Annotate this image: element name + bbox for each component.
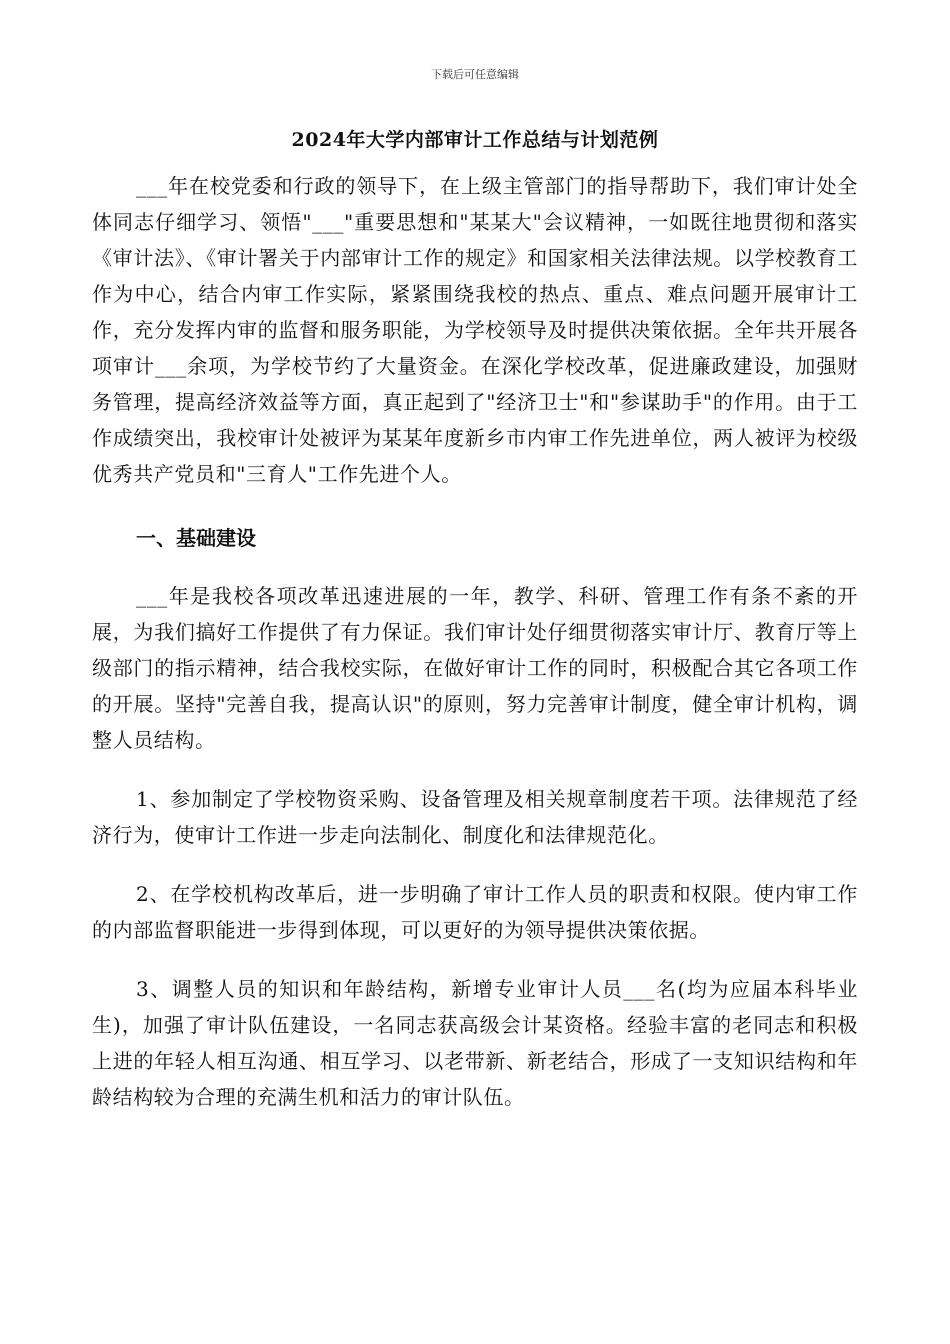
- list-item: 2、在学校机构改革后，进一步明确了审计工作人员的职责和权限。使内审工作的内部监督职能进一步得到体现，可以更好的为领导提供决策依据。: [92, 882, 858, 942]
- page-header-note: 下载后可任意编辑: [431, 68, 519, 81]
- section-paragraph: ___年是我校各项改革迅速进展的一年，教学、科研、管理工作有条不紊的开展，为我们搞好工作提供了有力保证。我们审计处仔细贯彻落实审计厅、教育厅等上级部门的指示精神，结合我校实际，在做好审计工作的同时，积极配合其它各项工作的开展。坚持"完善自我，提高认识"的原则，努力完善审计制度，健全审计机构，调整人员结构。: [92, 584, 858, 752]
- document-title: 2024年大学内部审计工作总结与计划范例: [291, 129, 659, 151]
- section-heading-infrastructure: 一、基础建设: [136, 526, 256, 550]
- intro-paragraph: ___年在校党委和行政的领导下，在上级主管部门的指导帮助下，我们审计处全体同志仔细学习、领悟"___"重要思想和"某某大"会议精神，一如既往地贯彻和落实《审计法》、《审计署关于内部审计工作的规定》和国家相关法律法规。以学校教育工作为中心，结合内审工作实际，紧紧围绕我校的热点、重点、难点问题开展审计工作，充分发挥内审的监督和服务职能，为学校领导及时提供决策依据。全年共开展各项审计___余项，为学校节约了大量资金。在深化学校改革，促进廉政建设，加强财务管理，提高经济效益等方面，真正起到了"经济卫士"和"参谋助手"的作用。由于工作成绩突出，我校审计处被评为某某年度新乡市内审工作先进单位，两人被评为校级优秀共产党员和"三育人"工作先进个人。: [92, 174, 858, 486]
- list-item: 3、调整人员的知识和年龄结构，新增专业审计人员___名(均为应届本科毕业生)，加强了审计队伍建设，一名同志获高级会计某资格。经验丰富的老同志和积极上进的年轻人相互沟通、相互学习、以老带新、新老结合，形成了一支知识结构和年龄结构较为合理的充满生机和活力的审计队伍。: [92, 977, 858, 1109]
- document-body: [92, 168, 858, 1115]
- list-item: 1、参加制定了学校物资采购、设备管理及相关规章制度若干项。法律规范了经济行为，使审计工作进一步走向法制化、制度化和法律规范化。: [92, 787, 858, 847]
